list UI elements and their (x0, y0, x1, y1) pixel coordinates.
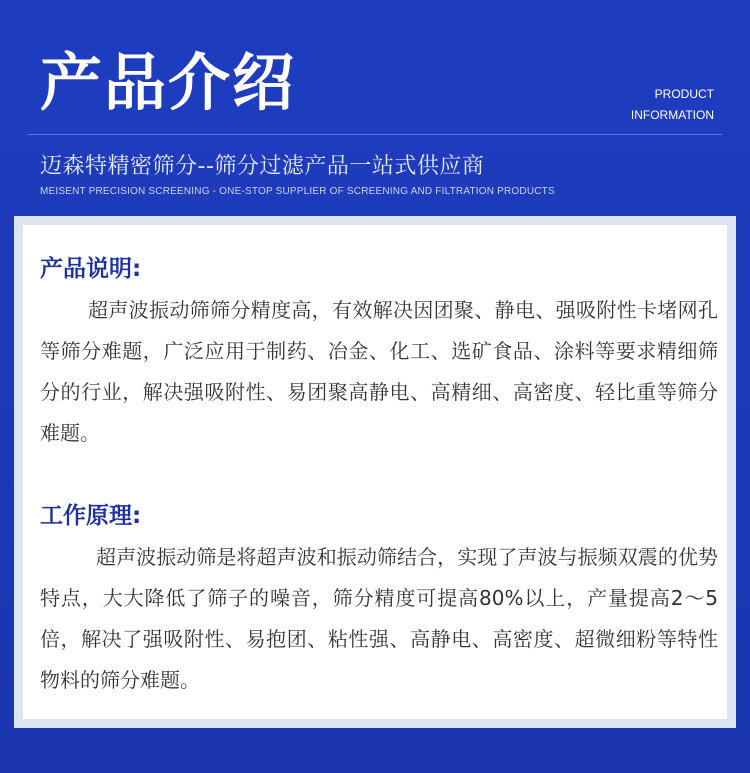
section-heading-description: 产品说明: (40, 256, 142, 282)
header-english-label (631, 84, 714, 126)
header-divider (28, 134, 722, 135)
page-title: 产品介绍 (40, 46, 297, 119)
header-english-line-1: PRODUCT (654, 87, 714, 101)
section-text-description: 超声波振动筛筛分精度高，有效解决因团聚、静电、强吸附性卡堵网孔等筛分难题，广泛应用于制药、冶金、化工、选矿食品、涂料等要求精细筛分的行业，解决强吸附性、易团聚高静电、高精细、高密度、轻比重等筛分难题。 (40, 298, 718, 445)
company-tagline-english: MEISENT PRECISION SCREENING - ONE-STOP SUPPLIER OF SCREENING AND FILTRATION PRODUCTS (40, 186, 555, 197)
section-text-principle: 超声波振动筛是将超声波和振动筛结合，实现了声波与振频双震的优势特点，大大降低了筛子的噪音，筛分精度可提高80%以上，产量提高2～5倍，解决了强吸附性、易抱团、粘性强、高静电、高密度、超微细粉等特性物料的筛分难题。 (40, 545, 718, 692)
company-tagline: 迈森特精密筛分--筛分过滤产品一站式供应商 (40, 154, 485, 179)
header-english-line-2: INFORMATION (630, 108, 714, 122)
section-heading-principle: 工作原理: (40, 503, 142, 529)
